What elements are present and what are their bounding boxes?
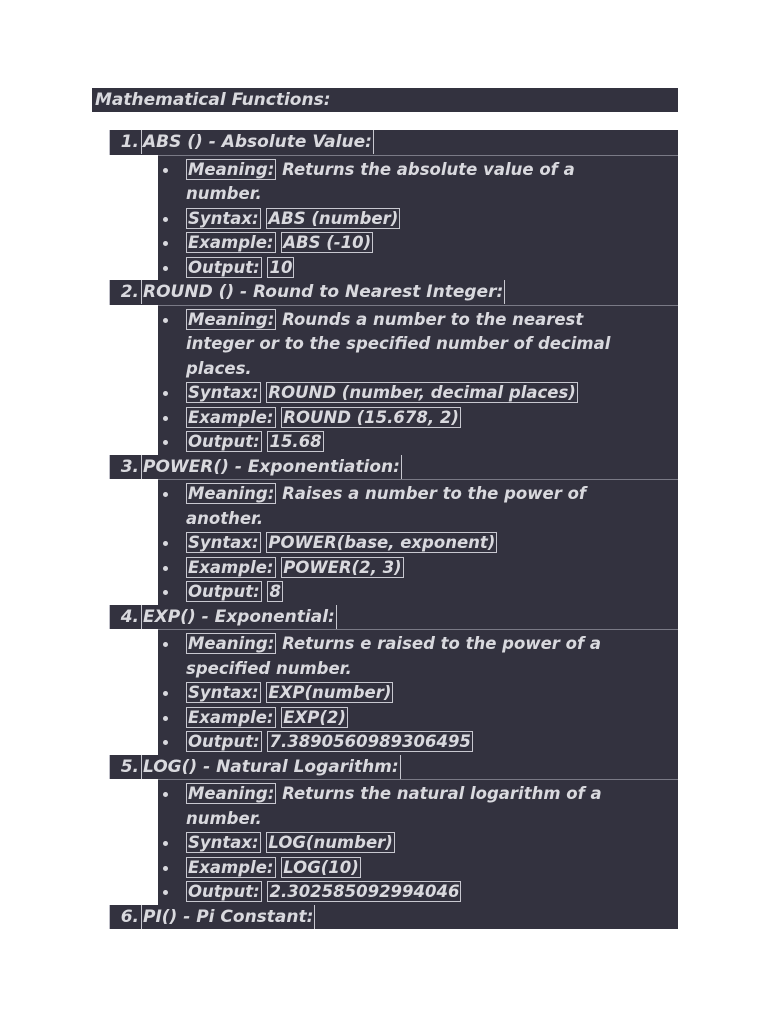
example-row (186, 231, 678, 256)
example-label: Example: (188, 857, 274, 877)
example-value: LOG(10) (283, 857, 359, 877)
meaning-text: Returns the natural logarithm of a number. (186, 784, 602, 828)
syntax-value: LOG(number) (268, 833, 393, 852)
example-value: ROUND (15.678, 2) (283, 407, 459, 427)
example-row (186, 406, 678, 431)
item-title: ABS () - Absolute Value: (143, 132, 372, 153)
meaning-row (186, 482, 678, 531)
item-details (158, 305, 678, 455)
example-value: EXP(2) (283, 707, 346, 727)
item-number: 4. (120, 606, 139, 627)
meaning-row (186, 782, 678, 831)
item-title: EXP() - Exponential: (143, 606, 335, 627)
item-title: ROUND () - Round to Nearest Integer: (143, 282, 504, 303)
syntax-label: Syntax: (188, 383, 259, 402)
example-label: Example: (188, 557, 274, 577)
meaning-row (186, 632, 678, 681)
syntax-label: Syntax: (188, 533, 259, 552)
example-row (186, 556, 678, 581)
output-row (186, 256, 678, 281)
item-number: 2. (120, 282, 139, 303)
item-number: 5. (120, 756, 139, 777)
output-value: 10 (269, 257, 293, 277)
list-item-heading (109, 130, 678, 155)
syntax-row (186, 681, 678, 706)
item-title: POWER() - Exponentiation: (143, 456, 400, 477)
list-item-heading (109, 755, 678, 780)
output-label: Output: (188, 882, 260, 901)
example-row (186, 706, 678, 731)
example-value: POWER(2, 3) (283, 557, 402, 577)
syntax-value: ABS (number) (268, 208, 399, 228)
function-list (109, 130, 678, 929)
output-row (186, 880, 678, 905)
item-details (158, 155, 678, 281)
meaning-label: Meaning: (188, 784, 275, 803)
example-value: ABS (-10) (283, 233, 372, 252)
syntax-row (186, 531, 678, 556)
syntax-label: Syntax: (188, 208, 259, 228)
item-title: LOG() - Natural Logarithm: (143, 756, 399, 777)
syntax-row (186, 831, 678, 856)
output-row (186, 580, 678, 605)
output-value: 2.302585092994046 (269, 882, 460, 901)
meaning-text: Returns the absolute value of a number. (186, 159, 575, 203)
item-details (158, 629, 678, 755)
item-details (158, 479, 678, 605)
meaning-text: Rounds a number to the nearest integer or to the specified number of decimal places. (186, 309, 611, 378)
list-item-heading (109, 280, 678, 305)
output-label: Output: (188, 432, 260, 451)
output-value: 8 (269, 582, 281, 601)
item-title: PI() - Pi Constant: (143, 906, 314, 927)
meaning-text: Returns e raised to the power of a specified number. (186, 634, 602, 678)
output-value: 7.3890560989306495 (269, 732, 471, 751)
syntax-value: POWER(base, exponent) (268, 533, 496, 552)
item-number: 6. (120, 906, 139, 927)
meaning-row (186, 158, 678, 207)
syntax-value: EXP(number) (268, 683, 392, 702)
output-label: Output: (188, 582, 260, 601)
item-details (158, 779, 678, 905)
output-label: Output: (188, 257, 260, 277)
output-value: 15.68 (269, 432, 322, 451)
syntax-row (186, 207, 678, 232)
item-number: 1. (120, 132, 139, 153)
meaning-text: Raises a number to the power of another. (186, 484, 587, 528)
syntax-value: ROUND (number, decimal places) (268, 383, 576, 402)
list-item-heading (109, 605, 678, 630)
item-number: 3. (120, 456, 139, 477)
syntax-row (186, 381, 678, 406)
output-label: Output: (188, 732, 260, 751)
meaning-label: Meaning: (188, 484, 275, 503)
syntax-label: Syntax: (188, 683, 259, 702)
syntax-label: Syntax: (188, 833, 259, 852)
meaning-label: Meaning: (188, 159, 275, 179)
output-row (186, 430, 678, 455)
example-label: Example: (188, 407, 274, 427)
section-heading: Mathematical Functions: (92, 88, 678, 112)
example-label: Example: (188, 233, 274, 252)
example-row (186, 856, 678, 881)
list-item-heading (109, 905, 678, 930)
example-label: Example: (188, 707, 274, 727)
list-item-heading (109, 455, 678, 480)
meaning-label: Meaning: (188, 309, 275, 329)
meaning-label: Meaning: (188, 634, 275, 653)
output-row (186, 730, 678, 755)
meaning-row (186, 308, 678, 382)
